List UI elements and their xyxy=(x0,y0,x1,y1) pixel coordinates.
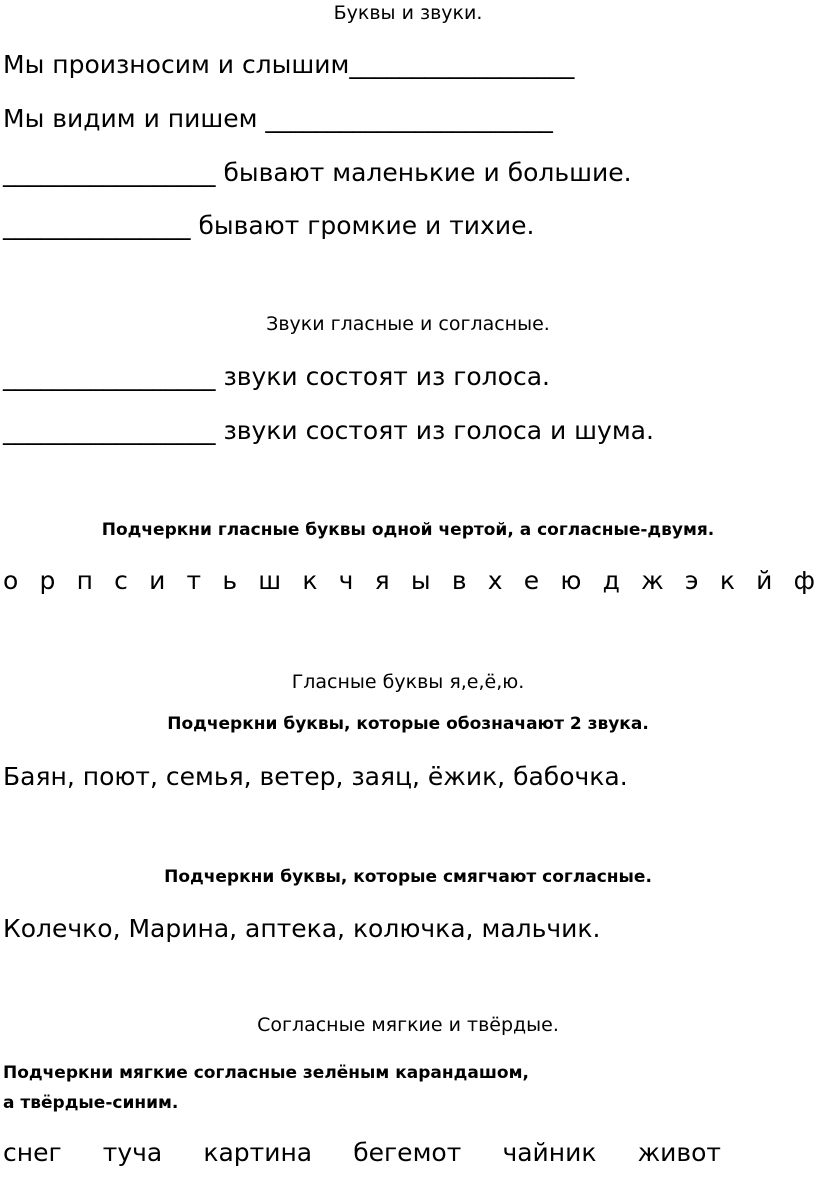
fill-line-loud-quiet: _______________ бывают громкие и тихие. xyxy=(3,211,535,240)
word-row xyxy=(3,1140,721,1165)
word: снег xyxy=(3,1138,62,1167)
letter: й xyxy=(756,566,773,595)
fill-line-small-big: _________________ бывают маленькие и большие. xyxy=(3,158,632,187)
letter: ю xyxy=(560,566,582,595)
word: бегемот xyxy=(353,1138,462,1167)
word: живот xyxy=(637,1138,721,1167)
word-line-softening: Колечко, Марина, аптека, колючка, мальчик. xyxy=(3,914,601,943)
letter: к xyxy=(302,566,318,595)
letter: ф xyxy=(793,566,815,595)
fill-line-voice-noise: _________________ звуки состоят из голоса и шума. xyxy=(3,416,654,445)
task-soft-hard-line1: Подчеркни мягкие согласные зелёным карандашом, xyxy=(3,1063,529,1083)
section-heading-vowels-consonants: Звуки гласные и согласные. xyxy=(266,313,550,335)
section-heading-soft-hard: Согласные мягкие и твёрдые. xyxy=(257,1014,559,1036)
fill-line-pronounce-hear: Мы произносим и слышим__________________ xyxy=(3,50,575,79)
word: туча xyxy=(102,1138,163,1167)
fill-line-voice: _________________ звуки состоят из голоса. xyxy=(3,362,550,391)
letter: к xyxy=(719,566,735,595)
letter: в xyxy=(451,566,467,595)
letter: ы xyxy=(410,566,431,595)
letter: х xyxy=(487,566,503,595)
letter: ж xyxy=(641,566,664,595)
letter: э xyxy=(684,566,699,595)
letter: я xyxy=(374,566,390,595)
letter-row xyxy=(3,568,815,593)
section-heading-iotated-vowels: Гласные буквы я,е,ё,ю. xyxy=(291,671,525,693)
letter: р xyxy=(39,566,56,595)
section-heading-letters-and-sounds: Буквы и звуки. xyxy=(333,2,483,24)
task-soft-hard-line2: а твёрдые-синим. xyxy=(3,1093,179,1113)
word-line-two-sounds: Баян, поют, семья, ветер, заяц, ёжик, бабочка. xyxy=(3,762,628,791)
fill-line-see-write: Мы видим и пишем _______________________ xyxy=(3,104,553,133)
word: картина xyxy=(203,1138,313,1167)
letter: о xyxy=(3,566,19,595)
word: чайник xyxy=(502,1138,597,1167)
letter: п xyxy=(76,566,93,595)
letter: ч xyxy=(338,566,354,595)
letter: д xyxy=(602,566,620,595)
letter: ш xyxy=(258,566,282,595)
letter: и xyxy=(149,566,166,595)
letter: т xyxy=(186,566,202,595)
task-underline-vowels: Подчеркни гласные буквы одной чертой, а согласные-двумя. xyxy=(101,520,715,540)
task-two-sounds: Подчеркни буквы, которые обозначают 2 звука. xyxy=(167,714,649,734)
letter: ь xyxy=(222,566,238,595)
letter: е xyxy=(523,566,540,595)
letter: с xyxy=(114,566,128,595)
task-softening: Подчеркни буквы, которые смягчают согласные. xyxy=(164,867,652,887)
